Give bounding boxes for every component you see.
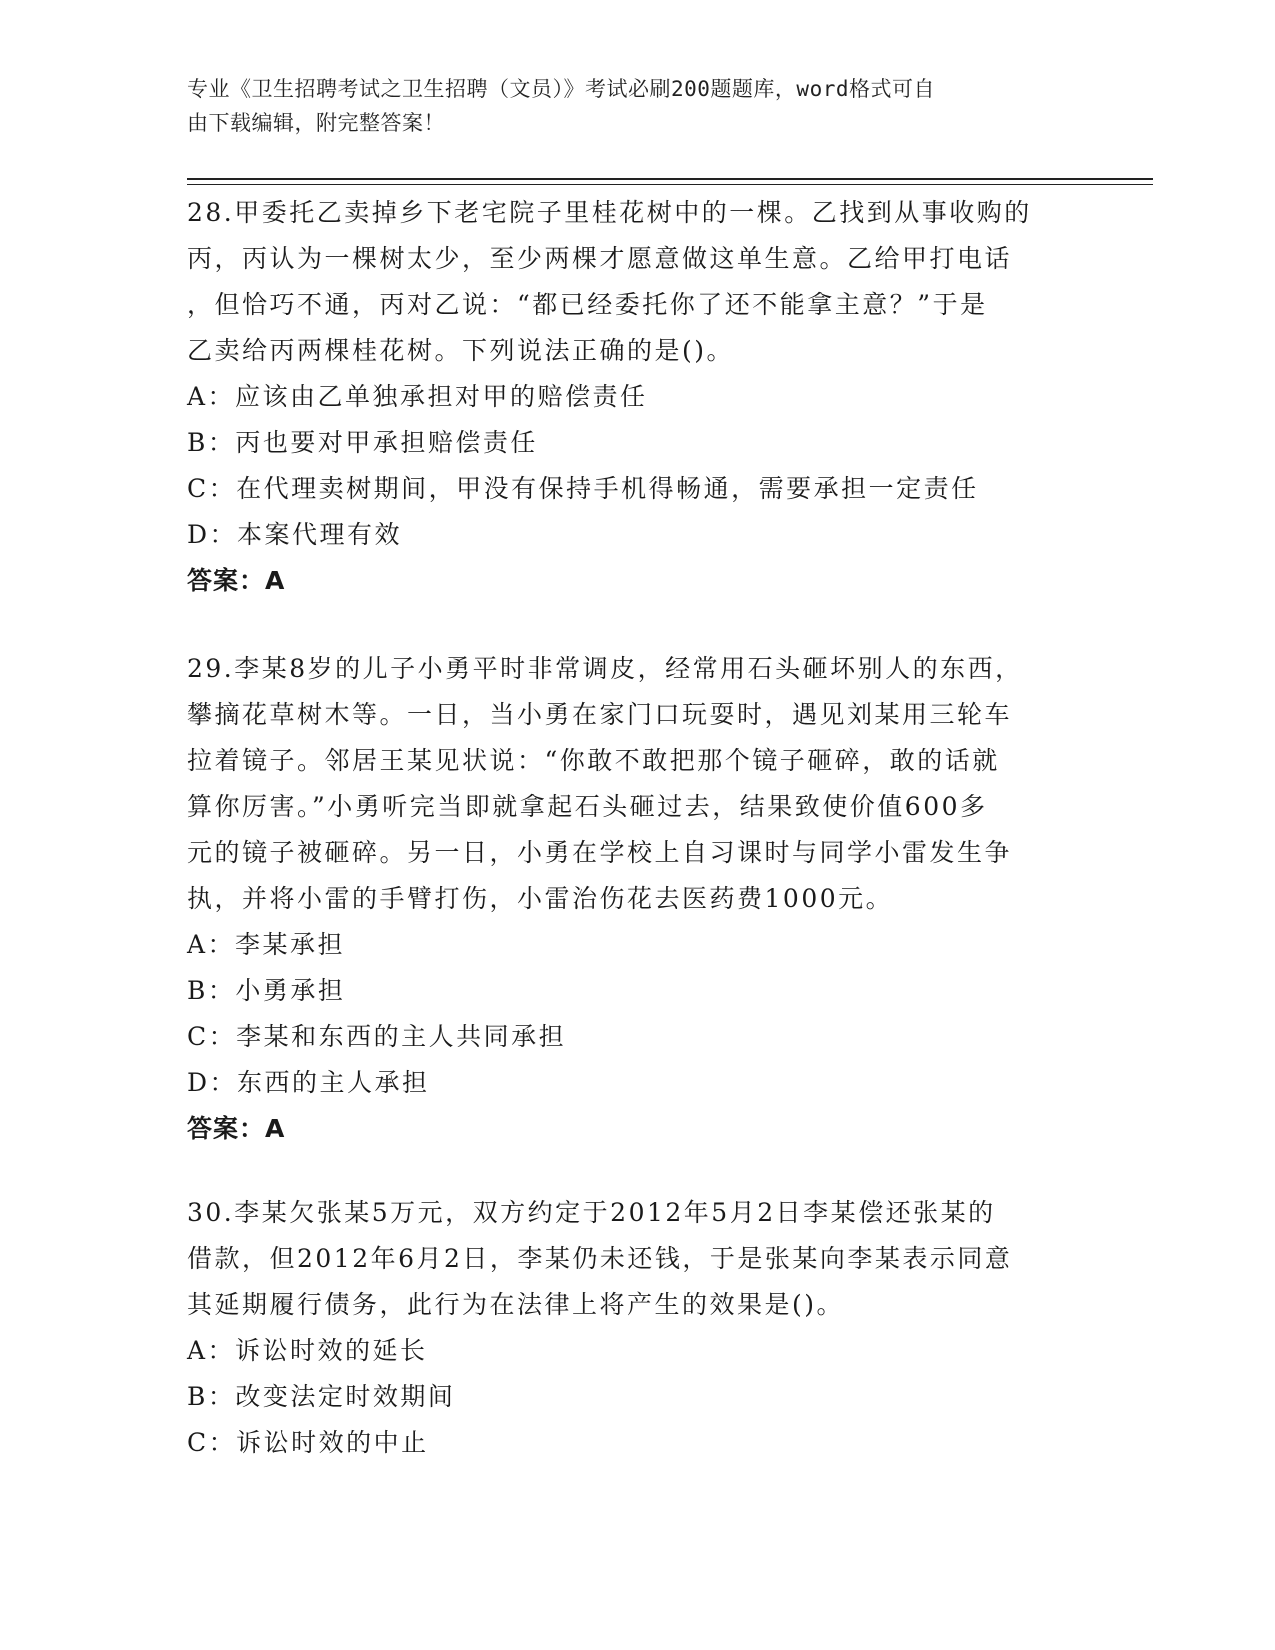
question-30 bbox=[187, 1190, 1087, 1466]
question-stem-line: 算你厉害。”小勇听完当即就拿起石头砸过去，结果致使价值600多 bbox=[187, 792, 988, 821]
option-a: A：诉讼时效的延长 bbox=[187, 1336, 428, 1365]
question-stem-line: 29.李某8岁的儿子小勇平时非常调皮，经常用石头砸坏别人的东西， bbox=[187, 654, 1023, 683]
question-stem-line: 攀摘花草树木等。一日，当小勇在家门口玩耍时，遇见刘某用三轮车 bbox=[187, 700, 1013, 729]
question-stem-line: 其延期履行债务，此行为在法律上将产生的效果是()。 bbox=[187, 1290, 845, 1319]
question-stem-line: 30.李某欠张某5万元，双方约定于2012年5月2日李某偿还张某的 bbox=[187, 1198, 996, 1227]
option-d: D：本案代理有效 bbox=[187, 520, 403, 549]
question-28 bbox=[187, 190, 1087, 604]
question-stem-line: 拉着镜子。邻居王某见状说：“你敢不敢把那个镜子砸碎，敢的话就 bbox=[187, 746, 1000, 775]
question-stem-line: 28.甲委托乙卖掉乡下老宅院子里桂花树中的一棵。乙找到从事收购的 bbox=[187, 198, 1032, 227]
header-line-2: 由下载编辑，附完整答案！ bbox=[187, 111, 445, 135]
question-stem-line: 借款，但2012年6月2日，李某仍未还钱，于是张某向李某表示同意 bbox=[187, 1244, 1013, 1273]
header-rule-thin bbox=[187, 184, 1153, 185]
option-b: B：丙也要对甲承担赔偿责任 bbox=[187, 428, 538, 457]
header-rule-thick bbox=[187, 178, 1153, 180]
option-c: C：李某和东西的主人共同承担 bbox=[187, 1022, 567, 1051]
option-c: C：诉讼时效的中止 bbox=[187, 1428, 429, 1457]
answer-label: 答案：A bbox=[187, 1114, 286, 1143]
question-stem-line: 丙，丙认为一棵树太少，至少两棵才愿意做这单生意。乙给甲打电话 bbox=[187, 244, 1013, 273]
option-a: A：李某承担 bbox=[187, 930, 346, 959]
header-line-1: 专业《卫生招聘考试之卫生招聘（文员）》考试必刷200题题库，word格式可自 bbox=[187, 77, 935, 101]
option-b: B：小勇承担 bbox=[187, 976, 346, 1005]
question-stem-line: 乙卖给丙两棵桂花树。下列说法正确的是()。 bbox=[187, 336, 735, 365]
option-b: B：改变法定时效期间 bbox=[187, 1382, 456, 1411]
question-stem-line: 执，并将小雷的手臂打伤，小雷治伤花去医药费1000元。 bbox=[187, 884, 894, 913]
question-stem-line: ，但恰巧不通，丙对乙说：“都已经委托你了还不能拿主意？”于是 bbox=[187, 290, 988, 319]
question-stem-line: 元的镜子被砸碎。另一日，小勇在学校上自习课时与同学小雷发生争 bbox=[187, 838, 1013, 867]
document-header bbox=[187, 72, 1067, 140]
option-a: A：应该由乙单独承担对甲的赔偿责任 bbox=[187, 382, 648, 411]
answer-label: 答案：A bbox=[187, 566, 286, 595]
question-29 bbox=[187, 646, 1087, 1152]
option-d: D：东西的主人承担 bbox=[187, 1068, 430, 1097]
option-c: C：在代理卖树期间，甲没有保持手机得畅通，需要承担一定责任 bbox=[187, 474, 979, 503]
